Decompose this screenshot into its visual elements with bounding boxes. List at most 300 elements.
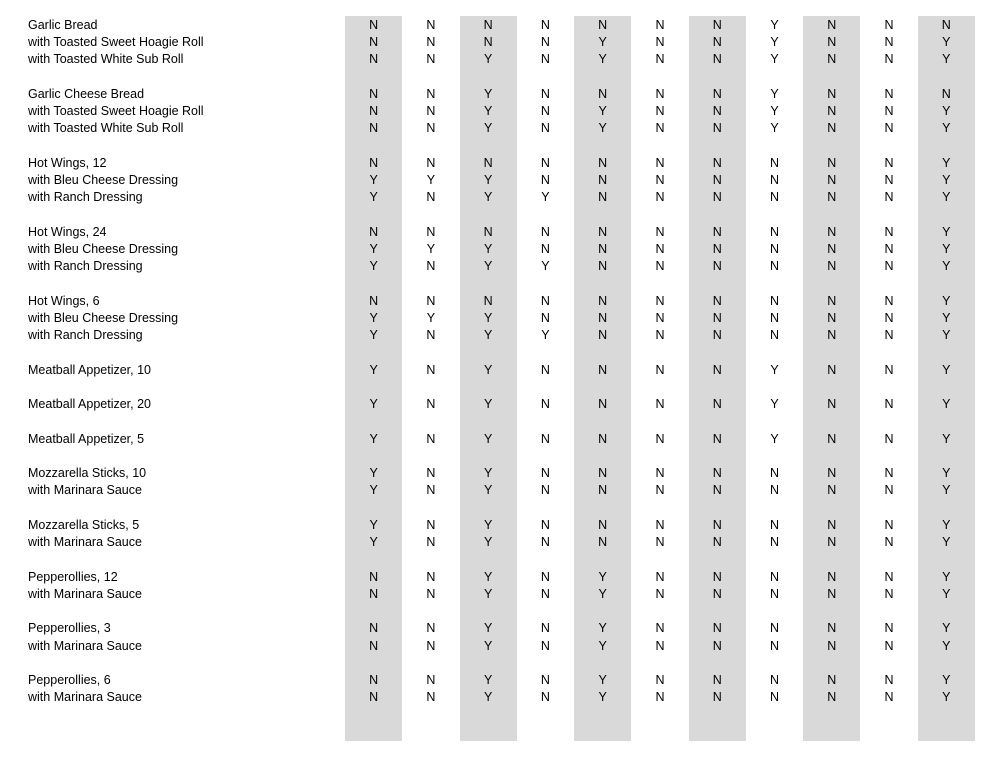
allergen-cell: Y xyxy=(918,361,975,378)
spacer-row xyxy=(28,413,1000,430)
table-row xyxy=(28,240,1000,257)
allergen-cell xyxy=(402,706,459,741)
allergen-cell: N xyxy=(426,190,436,205)
allergen-cell xyxy=(746,68,803,85)
allergen-cell: N xyxy=(574,534,631,551)
allergen-cell: Y xyxy=(918,33,975,50)
allergen-cell xyxy=(918,137,975,154)
allergen-cell xyxy=(689,344,746,361)
allergen-cell xyxy=(860,275,917,292)
allergen-cell xyxy=(402,654,459,671)
table-row xyxy=(28,16,1000,33)
table-row xyxy=(28,120,1000,137)
allergen-cell: Y xyxy=(460,171,517,188)
allergen-cell: N xyxy=(540,224,550,239)
allergen-cell xyxy=(803,413,860,430)
allergen-cell: Y xyxy=(345,396,402,413)
allergen-cell: N xyxy=(655,310,665,325)
allergen-cell xyxy=(631,206,688,223)
allergen-cell: Y xyxy=(460,568,517,585)
allergen-cell: Y xyxy=(460,102,517,119)
allergen-cell: N xyxy=(769,673,779,688)
allergen-cell: N xyxy=(689,258,746,275)
allergen-cell: N xyxy=(803,309,860,326)
allergen-cell: N xyxy=(884,621,894,636)
allergen-cell: Y xyxy=(460,689,517,706)
allergen-cell: N xyxy=(803,120,860,137)
allergen-cell xyxy=(574,378,631,395)
allergen-cell: N xyxy=(655,293,665,308)
allergen-cell: N xyxy=(803,85,860,102)
allergen-cell: N xyxy=(884,483,894,498)
allergen-cell: N xyxy=(655,638,665,653)
table-row xyxy=(28,361,1000,378)
allergen-cell: Y xyxy=(918,154,975,171)
allergen-cell: N xyxy=(884,569,894,584)
allergen-cell: N xyxy=(426,466,436,481)
allergen-cell: N xyxy=(803,51,860,68)
allergen-cell: Y xyxy=(460,534,517,551)
spacer-row xyxy=(28,68,1000,85)
allergen-cell xyxy=(460,206,517,223)
allergen-cell: N xyxy=(803,516,860,533)
item-label: Pepperollies, 12 xyxy=(28,569,118,584)
spacer-row xyxy=(28,275,1000,292)
table-row xyxy=(28,534,1000,551)
allergen-cell: N xyxy=(655,397,665,412)
allergen-cell xyxy=(746,344,803,361)
allergen-cell: N xyxy=(689,620,746,637)
allergen-cell xyxy=(860,206,917,223)
allergen-cell xyxy=(746,499,803,516)
allergen-cell: N xyxy=(689,223,746,240)
table-row xyxy=(28,171,1000,188)
item-label: Pepperollies, 6 xyxy=(28,673,111,688)
table-row xyxy=(28,309,1000,326)
allergen-cell: N xyxy=(426,673,436,688)
allergen-cell: N xyxy=(689,689,746,706)
allergen-cell: Y xyxy=(460,120,517,137)
allergen-cell xyxy=(345,344,402,361)
allergen-cell xyxy=(345,654,402,671)
table-row xyxy=(28,258,1000,275)
allergen-cell: N xyxy=(540,466,550,481)
allergen-cell xyxy=(460,413,517,430)
allergen-cell: N xyxy=(426,52,436,67)
allergen-cell xyxy=(860,551,917,568)
allergen-cell: Y xyxy=(770,431,779,446)
allergen-cell: Y xyxy=(770,397,779,412)
allergen-cell xyxy=(517,378,574,395)
allergen-cell: N xyxy=(655,328,665,343)
allergen-cell: N xyxy=(689,85,746,102)
allergen-cell: N xyxy=(345,51,402,68)
allergen-cell: N xyxy=(689,465,746,482)
item-label: Meatball Appetizer, 20 xyxy=(28,397,151,412)
allergen-cell: N xyxy=(574,465,631,482)
allergen-cell: Y xyxy=(574,689,631,706)
allergen-cell: N xyxy=(426,483,436,498)
allergen-cell: N xyxy=(803,292,860,309)
allergen-cell: N xyxy=(460,223,517,240)
allergen-table xyxy=(28,16,1000,741)
allergen-cell xyxy=(460,344,517,361)
allergen-cell: N xyxy=(884,241,894,256)
allergen-cell xyxy=(631,137,688,154)
table-row xyxy=(28,689,1000,706)
allergen-cell: Y xyxy=(345,240,402,257)
allergen-cell xyxy=(517,413,574,430)
allergen-cell: Y xyxy=(918,637,975,654)
item-label: with Toasted Sweet Hoagie Roll xyxy=(28,34,204,49)
allergen-cell: N xyxy=(574,258,631,275)
allergen-cell: N xyxy=(803,689,860,706)
allergen-cell: Y xyxy=(918,189,975,206)
allergen-cell: N xyxy=(655,17,665,32)
spacer-row xyxy=(28,344,1000,361)
allergen-cell: N xyxy=(345,223,402,240)
allergen-cell: Y xyxy=(918,430,975,447)
allergen-cell xyxy=(860,499,917,516)
allergen-cell: Y xyxy=(460,309,517,326)
allergen-cell: N xyxy=(540,673,550,688)
allergen-cell: Y xyxy=(460,51,517,68)
allergen-cell xyxy=(631,378,688,395)
allergen-cell xyxy=(631,603,688,620)
allergen-cell: Y xyxy=(426,241,436,256)
allergen-cell: N xyxy=(426,569,436,584)
allergen-cell xyxy=(402,551,459,568)
allergen-cell xyxy=(460,68,517,85)
allergen-cell: N xyxy=(345,585,402,602)
allergen-cell: Y xyxy=(460,85,517,102)
allergen-cell: Y xyxy=(918,51,975,68)
allergen-cell xyxy=(631,344,688,361)
allergen-cell: N xyxy=(540,517,550,532)
allergen-cell: N xyxy=(655,121,665,136)
table-row xyxy=(28,189,1000,206)
allergen-cell: N xyxy=(655,483,665,498)
allergen-cell: N xyxy=(689,534,746,551)
allergen-cell: Y xyxy=(918,171,975,188)
allergen-cell: N xyxy=(689,120,746,137)
spacer-row xyxy=(28,447,1000,464)
allergen-cell: N xyxy=(803,240,860,257)
allergen-cell xyxy=(689,413,746,430)
allergen-cell: N xyxy=(574,16,631,33)
allergen-cell: Y xyxy=(574,33,631,50)
allergen-cell: N xyxy=(884,517,894,532)
allergen-cell xyxy=(517,447,574,464)
spacer-row xyxy=(28,654,1000,671)
spacer-row xyxy=(28,551,1000,568)
allergen-cell: Y xyxy=(345,327,402,344)
allergen-cell: N xyxy=(540,86,550,101)
allergen-cell: N xyxy=(689,568,746,585)
allergen-cell xyxy=(402,206,459,223)
allergen-cell: N xyxy=(803,637,860,654)
allergen-cell: N xyxy=(540,34,550,49)
allergen-cell xyxy=(574,344,631,361)
allergen-cell: Y xyxy=(918,516,975,533)
allergen-cell xyxy=(345,378,402,395)
table-row xyxy=(28,465,1000,482)
allergen-cell xyxy=(918,551,975,568)
allergen-cell: N xyxy=(803,154,860,171)
allergen-cell xyxy=(574,654,631,671)
allergen-cell xyxy=(918,447,975,464)
allergen-cell xyxy=(460,706,517,741)
allergen-cell xyxy=(689,206,746,223)
allergen-cell: N xyxy=(540,586,550,601)
allergen-cell: N xyxy=(655,155,665,170)
allergen-cell xyxy=(460,551,517,568)
allergen-cell: N xyxy=(803,361,860,378)
allergen-cell xyxy=(803,344,860,361)
item-label: Hot Wings, 24 xyxy=(28,224,107,239)
allergen-cell: N xyxy=(769,172,779,187)
allergen-cell: Y xyxy=(918,327,975,344)
allergen-cell: N xyxy=(689,585,746,602)
allergen-cell: N xyxy=(426,259,436,274)
allergen-cell: Y xyxy=(460,516,517,533)
allergen-cell: N xyxy=(655,259,665,274)
allergen-cell xyxy=(631,499,688,516)
allergen-cell: Y xyxy=(345,189,402,206)
allergen-cell: N xyxy=(574,292,631,309)
allergen-cell: N xyxy=(655,466,665,481)
item-label: with Bleu Cheese Dressing xyxy=(28,310,179,325)
allergen-cell xyxy=(574,447,631,464)
table-row xyxy=(28,154,1000,171)
allergen-cell xyxy=(689,275,746,292)
allergen-cell xyxy=(803,551,860,568)
allergen-cell: N xyxy=(345,689,402,706)
item-label: Meatball Appetizer, 10 xyxy=(28,362,151,377)
spacer-row xyxy=(28,706,1000,741)
allergen-cell xyxy=(517,68,574,85)
allergen-cell: N xyxy=(655,431,665,446)
allergen-cell: N xyxy=(345,33,402,50)
allergen-cell: N xyxy=(574,240,631,257)
allergen-cell xyxy=(860,137,917,154)
allergen-cell xyxy=(574,413,631,430)
allergen-cell: Y xyxy=(345,534,402,551)
allergen-cell xyxy=(574,499,631,516)
spacer-row xyxy=(28,137,1000,154)
allergen-cell: N xyxy=(655,362,665,377)
allergen-cell xyxy=(689,654,746,671)
allergen-cell: N xyxy=(689,637,746,654)
allergen-cell: N xyxy=(426,293,436,308)
allergen-cell: Y xyxy=(460,189,517,206)
allergen-cell: N xyxy=(884,690,894,705)
allergen-cell: N xyxy=(426,224,436,239)
table-row xyxy=(28,637,1000,654)
allergen-cell: N xyxy=(426,586,436,601)
allergen-cell: N xyxy=(769,638,779,653)
allergen-cell xyxy=(918,206,975,223)
allergen-cell xyxy=(746,206,803,223)
allergen-cell xyxy=(860,378,917,395)
allergen-cell: N xyxy=(574,309,631,326)
allergen-cell: N xyxy=(345,16,402,33)
allergen-cell: N xyxy=(769,569,779,584)
allergen-cell: N xyxy=(803,534,860,551)
allergen-cell: N xyxy=(655,34,665,49)
allergen-cell xyxy=(860,706,917,741)
allergen-cell xyxy=(746,551,803,568)
allergen-cell: N xyxy=(540,569,550,584)
allergen-cell xyxy=(345,706,402,741)
allergen-cell xyxy=(517,706,574,741)
allergen-cell: Y xyxy=(345,258,402,275)
allergen-cell: N xyxy=(884,121,894,136)
allergen-cell: Y xyxy=(918,585,975,602)
allergen-cell xyxy=(402,344,459,361)
allergen-cell: N xyxy=(769,690,779,705)
allergen-cell: N xyxy=(540,397,550,412)
allergen-cell: N xyxy=(689,171,746,188)
item-label: with Marinara Sauce xyxy=(28,483,142,498)
allergen-cell xyxy=(860,413,917,430)
allergen-cell: N xyxy=(655,690,665,705)
allergen-cell xyxy=(631,413,688,430)
allergen-cell: N xyxy=(884,362,894,377)
allergen-cell: Y xyxy=(918,258,975,275)
allergen-cell: Y xyxy=(770,52,779,67)
allergen-cell xyxy=(460,654,517,671)
allergen-cell xyxy=(746,654,803,671)
allergen-cell: N xyxy=(918,16,975,33)
table-row xyxy=(28,482,1000,499)
allergen-cell: N xyxy=(655,241,665,256)
allergen-cell: Y xyxy=(770,86,779,101)
allergen-cell: N xyxy=(655,569,665,584)
allergen-cell xyxy=(860,68,917,85)
allergen-cell xyxy=(631,654,688,671)
allergen-cell xyxy=(402,275,459,292)
item-label: with Toasted Sweet Hoagie Roll xyxy=(28,103,204,118)
allergen-cell xyxy=(689,68,746,85)
allergen-cell: N xyxy=(884,34,894,49)
allergen-cell: N xyxy=(345,154,402,171)
allergen-cell xyxy=(517,603,574,620)
spacer-row xyxy=(28,378,1000,395)
allergen-cell xyxy=(460,275,517,292)
allergen-cell: N xyxy=(689,292,746,309)
allergen-cell: Y xyxy=(770,17,779,32)
allergen-cell xyxy=(918,68,975,85)
allergen-cell: Y xyxy=(918,465,975,482)
allergen-cell: N xyxy=(345,120,402,137)
allergen-cell: Y xyxy=(345,465,402,482)
allergen-cell: N xyxy=(655,86,665,101)
allergen-cell: Y xyxy=(460,465,517,482)
allergen-cell: N xyxy=(884,466,894,481)
allergen-cell: N xyxy=(769,241,779,256)
allergen-cell: N xyxy=(689,309,746,326)
table-row xyxy=(28,620,1000,637)
allergen-cell: N xyxy=(460,154,517,171)
allergen-cell xyxy=(460,378,517,395)
allergen-cell xyxy=(402,447,459,464)
allergen-cell xyxy=(402,499,459,516)
allergen-cell xyxy=(402,68,459,85)
allergen-cell: N xyxy=(884,259,894,274)
allergen-cell: N xyxy=(689,327,746,344)
allergen-cell: N xyxy=(426,155,436,170)
allergen-cell xyxy=(746,378,803,395)
allergen-cell: N xyxy=(689,430,746,447)
table-row xyxy=(28,85,1000,102)
allergen-cell xyxy=(574,603,631,620)
allergen-cell: Y xyxy=(345,309,402,326)
allergen-cell: N xyxy=(884,638,894,653)
allergen-cell: N xyxy=(689,189,746,206)
allergen-cell xyxy=(574,706,631,741)
allergen-cell xyxy=(689,499,746,516)
item-label: with Toasted White Sub Roll xyxy=(28,52,184,67)
allergen-cell: Y xyxy=(770,121,779,136)
allergen-cell xyxy=(918,344,975,361)
spacer-row xyxy=(28,603,1000,620)
allergen-cell: N xyxy=(803,465,860,482)
allergen-cell: N xyxy=(540,155,550,170)
item-label: with Marinara Sauce xyxy=(28,535,142,550)
allergen-cell xyxy=(918,378,975,395)
allergen-cell: Y xyxy=(574,51,631,68)
allergen-cell xyxy=(631,551,688,568)
allergen-cell: Y xyxy=(574,637,631,654)
allergen-cell xyxy=(689,137,746,154)
allergen-cell: N xyxy=(803,672,860,689)
allergen-cell: N xyxy=(426,431,436,446)
allergen-cell xyxy=(460,499,517,516)
allergen-cell: N xyxy=(769,466,779,481)
allergen-cell xyxy=(746,447,803,464)
allergen-cell xyxy=(402,137,459,154)
allergen-cell xyxy=(689,551,746,568)
spacer-row xyxy=(28,499,1000,516)
allergen-cell: N xyxy=(426,103,436,118)
allergen-cell: N xyxy=(655,586,665,601)
allergen-cell: Y xyxy=(918,396,975,413)
allergen-cell: N xyxy=(769,621,779,636)
allergen-cell: N xyxy=(426,638,436,653)
allergen-cell: N xyxy=(884,17,894,32)
allergen-cell: N xyxy=(574,327,631,344)
allergen-cell: Y xyxy=(541,190,550,205)
allergen-cell xyxy=(689,378,746,395)
allergen-cell xyxy=(517,206,574,223)
allergen-cell: Y xyxy=(460,637,517,654)
allergen-cell: N xyxy=(803,102,860,119)
allergen-cell: N xyxy=(803,482,860,499)
allergen-cell: N xyxy=(803,396,860,413)
item-label: with Ranch Dressing xyxy=(28,190,143,205)
allergen-cell xyxy=(803,706,860,741)
allergen-cell xyxy=(574,137,631,154)
allergen-cell: N xyxy=(540,621,550,636)
item-label: Mozzarella Sticks, 10 xyxy=(28,466,147,481)
allergen-cell: N xyxy=(574,189,631,206)
allergen-cell: N xyxy=(689,516,746,533)
allergen-cell xyxy=(460,137,517,154)
allergen-cell: N xyxy=(769,224,779,239)
allergen-cell: N xyxy=(884,431,894,446)
allergen-cell: N xyxy=(803,171,860,188)
